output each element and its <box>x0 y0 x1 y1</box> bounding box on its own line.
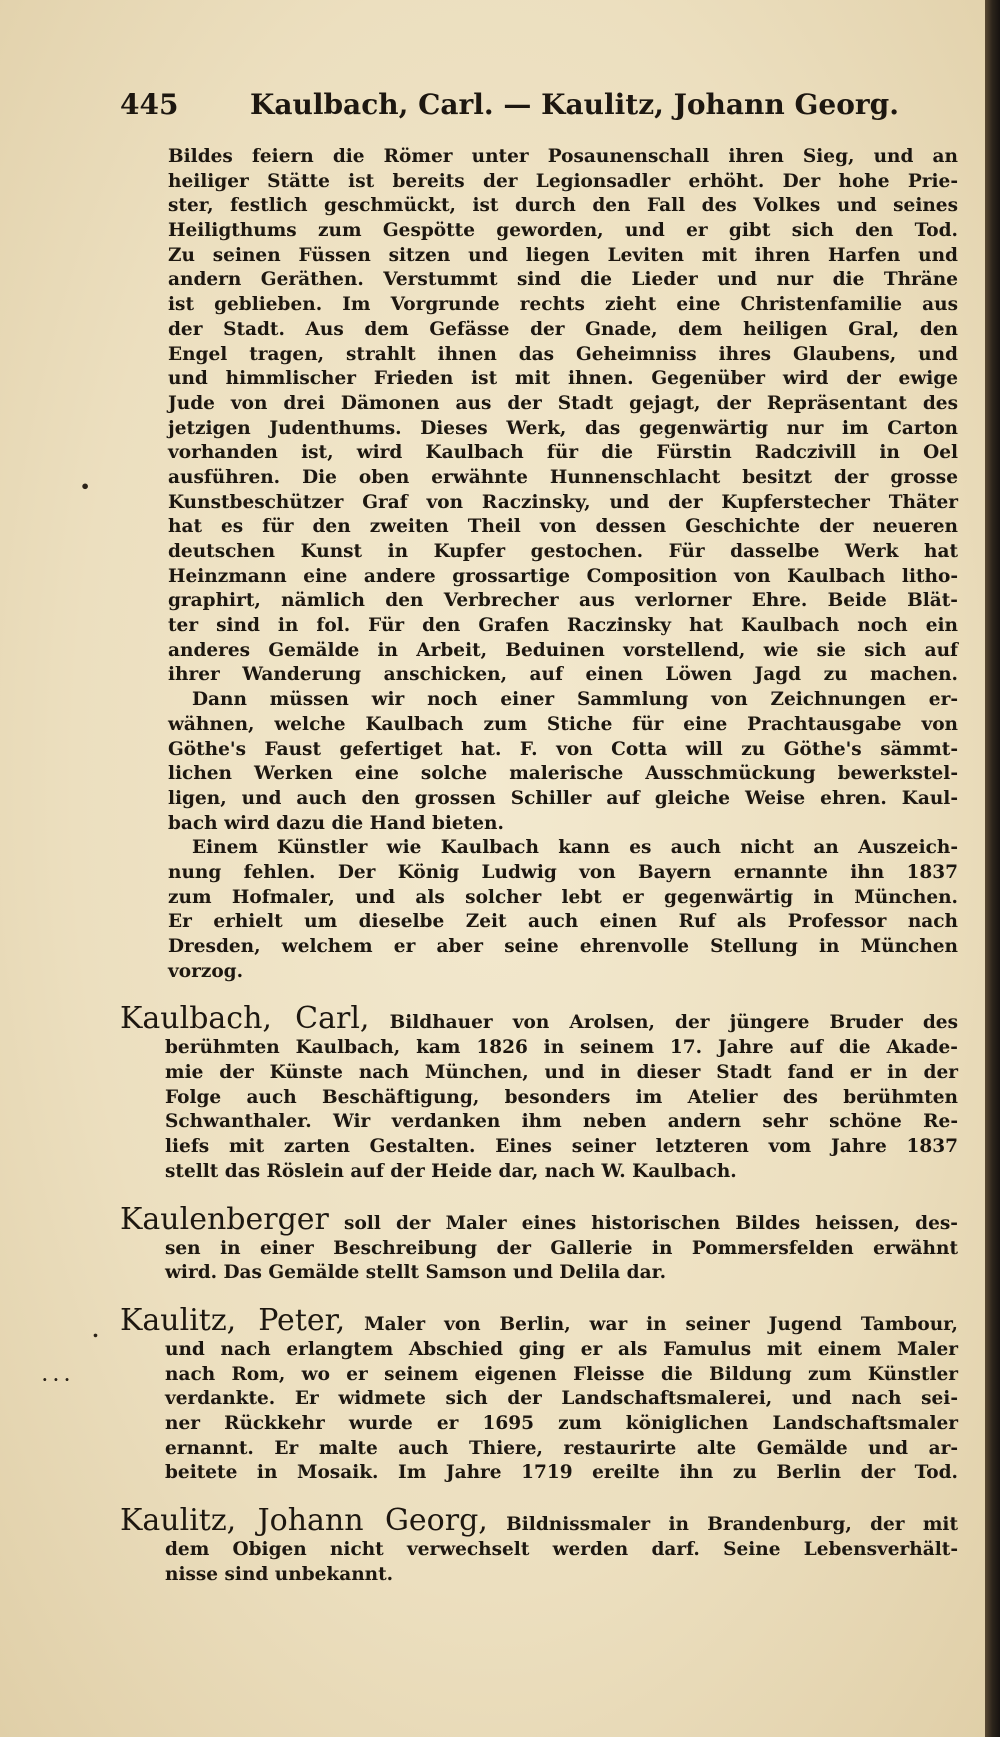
text-line: wird. Das Gemälde stellt Samson und Delila dar. <box>165 1262 667 1284</box>
entry-lead-text: Maler von Berlin, war in seiner Jugend Tambour, <box>364 1313 958 1335</box>
text-line: ihrer Wanderung anschicken, auf einen Löwen Jagd zu machen. <box>168 664 958 686</box>
text-line: ter sind in fol. Für den Grafen Raczinsky hat Kaulbach noch ein <box>168 615 958 637</box>
text-line: ster, festlich geschmückt, ist durch den Fall des Volkes und seines <box>168 195 958 217</box>
text-line: Er erhielt um dieselbe Zeit auch einen Ruf als Professor nach <box>168 911 958 933</box>
text-line: lichen Werken eine solche malerische Ausschmückung bewerkstel- <box>168 763 958 785</box>
text-line: ist geblieben. Im Vorgrunde rechts zieht eine Christenfamilie aus <box>168 294 958 316</box>
text-line: bach wird dazu die Hand bieten. <box>168 812 504 834</box>
entry-name: Kaulitz, Johann Georg, <box>120 1503 488 1538</box>
entry-name: Kaulbach, Carl, <box>120 1001 370 1037</box>
text-line: ligen, und auch den grossen Schiller auf gleiche Weise ehren. Kaul- <box>168 787 958 809</box>
text-line: zum Hofmaler, und als solcher lebt er gegenwärtig in München. <box>168 886 958 908</box>
entry-name: Kaulenberger <box>120 1201 329 1237</box>
continuation-paragraph-3 <box>120 836 958 984</box>
text-line: vorhanden ist, wird Kaulbach für die Fürstin Radczivill in Oel <box>168 442 958 464</box>
running-header <box>120 88 920 128</box>
entry-first-line <box>120 1304 958 1338</box>
text-line: und nach erlangtem Abschied ging er als Famulus mit einem Maler <box>165 1338 958 1360</box>
text-line: Zu seinen Füssen sitzen und liegen Leviten mit ihren Harfen und <box>168 244 958 266</box>
entry-kaulbach-carl <box>120 1002 958 1184</box>
text-line: deutschen Kunst in Kupfer gestochen. Für dasselbe Werk hat <box>168 541 958 562</box>
text-line: nach Rom, wo er seinem eigenen Fleisse die Bildung zum Künstler <box>165 1363 958 1385</box>
entry-first-line <box>120 1203 958 1237</box>
text-line: berühmten Kaulbach, kam 1826 in seinem 17. Jahre auf die Akade- <box>165 1037 958 1059</box>
entry-first-line <box>120 1504 958 1538</box>
text-line: Dann müssen wir noch einer Sammlung von Zeichnungen er- <box>192 689 958 711</box>
text-line: und himmlischer Frieden ist mit ihnen. Gegenüber wird der ewige <box>168 368 958 390</box>
text-line: verdankte. Er widmete sich der Landschaftsmalerei, und nach sei- <box>165 1388 958 1410</box>
text-line: Dresden, welchem er aber seine ehrenvolle Stellung in München <box>168 936 958 957</box>
running-title: Kaulbach, Carl. — Kaulitz, Johann Georg. <box>250 88 899 121</box>
text-line: anderes Gemälde in Arbeit, Beduinen vorstellend, wie sie sich auf <box>168 639 958 661</box>
entry-name: Kaulitz, Peter, <box>120 1302 346 1338</box>
text-line: Schwanthaler. Wir verdanken ihm neben andern sehr schöne Re- <box>165 1111 958 1133</box>
text-line: dem Obigen nicht verwechselt werden darf. Seine Lebensverhält- <box>165 1539 958 1560</box>
text-line: hat es für den zweiten Theil von dessen Geschichte der neueren <box>168 516 958 538</box>
text-line: beitete in Mosaik. Im Jahre 1719 ereilte ihn zu Berlin der Tod. <box>165 1462 958 1484</box>
margin-dots: · · · <box>42 1370 70 1389</box>
text-line: heiliger Stätte ist bereits der Legionsadler erhöht. Der hohe Prie- <box>168 170 958 192</box>
entry-lead-text: soll der Maler eines historischen Bildes heissen, des- <box>344 1212 958 1234</box>
text-line: sen in einer Beschreibung der Gallerie in Pommersfelden erwähnt <box>165 1237 958 1259</box>
entry-lead-text: Bildhauer von Arolsen, der jüngere Bruder des <box>389 1012 958 1034</box>
text-line: Göthe's Faust gefertiget hat. F. von Cotta will zu Göthe's sämmt- <box>168 738 958 760</box>
text-line: Engel tragen, strahlt ihnen das Geheimniss ihres Glaubens, und <box>168 343 958 365</box>
text-line: der Stadt. Aus dem Gefässe der Gnade, dem heiligen Gral, den <box>168 318 958 340</box>
text-line: ernannt. Er malte auch Thiere, restaurirte alte Gemälde und ar- <box>165 1437 958 1459</box>
text-line: andern Geräthen. Verstummt sind die Lieder und nur die Thräne <box>168 269 958 291</box>
entry-first-line <box>120 1002 958 1036</box>
text-line: nung fehlen. Der König Ludwig von Bayern ernannte ihn 1837 <box>168 861 958 883</box>
page-number: 445 <box>120 88 179 121</box>
text-line: nisse sind unbekannt. <box>165 1563 394 1585</box>
margin-dot: . <box>92 1318 99 1342</box>
entry-kaulenberger <box>120 1203 958 1286</box>
book-spine-edge <box>985 0 1000 1737</box>
text-line: Einem Künstler wie Kaulbach kann es auch nicht an Auszeich- <box>192 837 958 859</box>
text-line: graphirt, nämlich den Verbrecher aus verlorner Ehre. Beide Blät- <box>168 590 958 612</box>
entry-lead-text: Bildnissmaler in Brandenburg, der mit <box>506 1514 958 1535</box>
page-body <box>120 145 958 1587</box>
text-line: Heinzmann eine andere grossartige Composition von Kaulbach litho- <box>168 565 958 587</box>
text-line: ausführen. Die oben erwähnte Hunnenschlacht besitzt der grosse <box>168 466 958 488</box>
text-line: Kunstbeschützer Graf von Raczinsky, und der Kupferstecher Thäter <box>168 491 958 513</box>
text-line: mie der Künste nach München, und in dieser Stadt fand er in der <box>165 1062 958 1084</box>
continuation-paragraph-2 <box>120 688 958 836</box>
text-line: vorzog. <box>168 960 244 982</box>
text-line: wähnen, welche Kaulbach zum Stiche für eine Prachtausgabe von <box>168 713 958 735</box>
text-line: liefs mit zarten Gestalten. Eines seiner letzteren vom Jahre 1837 <box>165 1136 958 1158</box>
margin-dot: • <box>80 477 91 496</box>
entry-kaulitz-johann-georg <box>120 1504 958 1587</box>
text-line: Folge auch Beschäftigung, besonders im Atelier des berühmten <box>165 1086 958 1108</box>
text-line: jetzigen Judenthums. Dieses Werk, das gegenwärtig nur im Carton <box>168 417 958 439</box>
text-line: Heiligthums zum Gespötte geworden, und er gibt sich den Tod. <box>168 220 958 242</box>
entry-kaulitz-peter <box>120 1304 958 1486</box>
text-line: ner Rückkehr wurde er 1695 zum königlichen Landschaftsmaler <box>165 1412 958 1434</box>
text-line: Bildes feiern die Römer unter Posaunenschall ihren Sieg, und an <box>168 146 958 167</box>
text-line: stellt das Röslein auf der Heide dar, nach W. Kaulbach. <box>165 1160 737 1182</box>
text-line: Jude von drei Dämonen aus der Stadt gejagt, der Repräsentant des <box>168 392 958 414</box>
continuation-paragraph-1 <box>120 145 958 688</box>
